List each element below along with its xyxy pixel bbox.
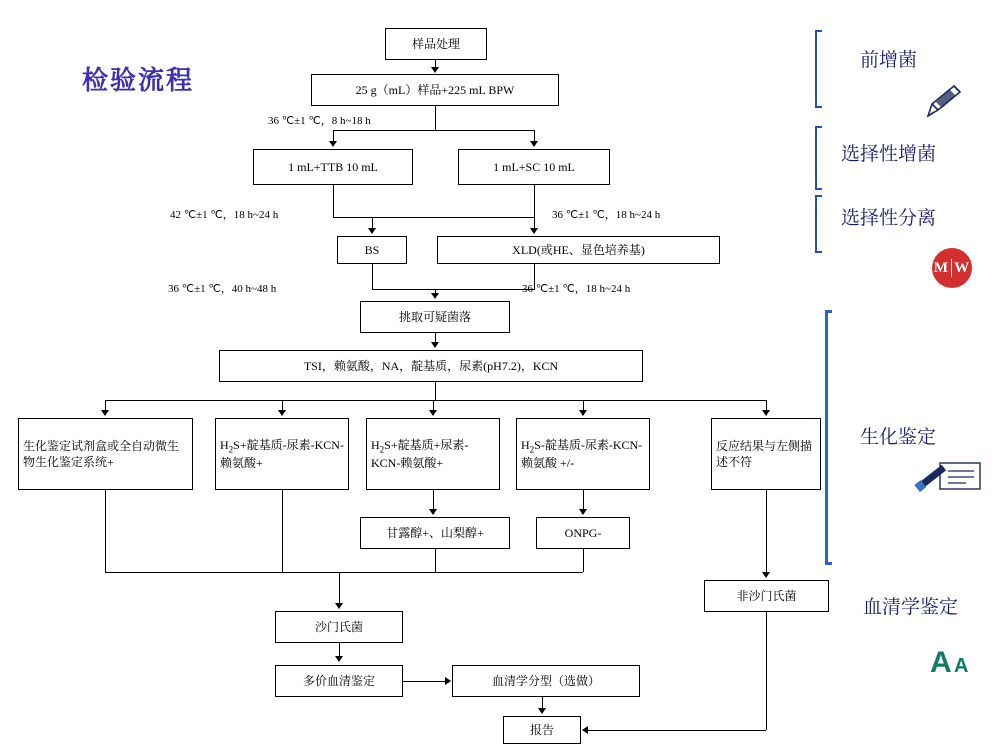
node-sc[interactable]: 1 mL+SC 10 mL — [458, 149, 610, 185]
arrow-icon — [762, 572, 770, 578]
arrow-icon — [101, 410, 109, 416]
connector — [435, 382, 436, 400]
condition-bpw: 36 ℃±1 ℃，8 h~18 h — [268, 115, 371, 127]
node-polyvalent[interactable]: 多价血清鉴定 — [275, 665, 403, 697]
arrow-icon — [335, 656, 343, 662]
connector — [105, 490, 106, 572]
svg-text:A: A — [954, 655, 969, 677]
node-serotyping[interactable]: 血清学分型（选做） — [452, 665, 640, 697]
arrow-icon — [278, 410, 286, 416]
node-onpg[interactable]: ONPG- — [536, 517, 630, 549]
node-mannitol[interactable]: 甘露醇+、山梨醇+ — [360, 517, 510, 549]
connector — [372, 289, 535, 290]
mw-logo-icon: M W — [932, 248, 972, 288]
condition-sc: 36 ℃±1 ℃，18 h~24 h — [552, 209, 661, 221]
arrow-icon — [429, 410, 437, 416]
arrow-icon — [431, 342, 439, 348]
arrow-icon — [538, 708, 546, 714]
node-kit-system[interactable]: 生化鉴定试剂盒或全自动微生物生化鉴定系统+ — [18, 418, 193, 490]
arrow-icon — [762, 410, 770, 416]
pen-icon — [920, 82, 968, 127]
connector — [282, 490, 283, 572]
connector — [403, 681, 445, 682]
svg-text:A: A — [930, 646, 952, 679]
condition-ttb: 42 ℃±1 ℃，18 h~24 h — [170, 209, 279, 221]
connector — [534, 185, 535, 217]
stage-label-4: 生化鉴定 — [860, 427, 937, 448]
node-pick-colony[interactable]: 挑取可疑菌落 — [360, 301, 510, 333]
node-profile-3[interactable]: $H_2S-$靛基质-尿素-KCN-赖氨酸 +/- — [516, 418, 650, 490]
connector — [588, 730, 766, 731]
arrow-icon — [329, 141, 337, 147]
node-salmonella[interactable]: 沙门氏菌 — [275, 611, 403, 643]
connector — [766, 612, 767, 730]
connector — [333, 217, 535, 218]
stage-label-5: 血清学鉴定 — [863, 597, 959, 618]
connector — [333, 130, 535, 131]
brush-icon — [914, 455, 984, 502]
arrow-icon — [431, 67, 439, 73]
connector — [339, 643, 340, 657]
stage-label-3: 选择性分离 — [841, 208, 937, 229]
node-biochem-panel[interactable]: TSI，赖氨酸，NA，靛基质，尿素(pH7.2)，KCN — [219, 350, 643, 382]
arrow-icon — [431, 293, 439, 299]
stage-bracket-3 — [815, 195, 822, 253]
arrow-icon — [530, 228, 538, 234]
connector — [435, 106, 436, 130]
arrow-icon — [579, 509, 587, 515]
node-ttb[interactable]: 1 mL+TTB 10 mL — [253, 149, 413, 185]
connector — [583, 549, 584, 572]
logo-divider — [951, 259, 952, 277]
connector — [766, 490, 767, 572]
connector — [339, 572, 340, 604]
arrow-icon — [530, 141, 538, 147]
arrow-icon — [582, 726, 588, 734]
connector — [435, 549, 436, 572]
node-sample-prep[interactable]: 样品处理 — [385, 28, 487, 60]
node-xld[interactable]: XLD(或HE、显色培养基) — [437, 236, 720, 264]
node-non-salmonella[interactable]: 非沙门氏菌 — [704, 580, 829, 612]
stage-bracket-1 — [815, 30, 822, 108]
arrow-icon — [368, 228, 376, 234]
arrow-icon — [445, 677, 451, 685]
arrow-icon — [579, 410, 587, 416]
node-mismatch[interactable]: 反应结果与左侧描述不符 — [711, 418, 821, 490]
condition-xld: 36 ℃±1 ℃，18 h~24 h — [522, 283, 631, 295]
arrow-icon — [335, 603, 343, 609]
stage-label-1: 前增菌 — [860, 50, 918, 71]
connector — [105, 572, 583, 573]
arrow-icon — [429, 509, 437, 515]
condition-bs: 36 ℃±1 ℃，40 h~48 h — [168, 283, 277, 295]
page-title: 检验流程 — [82, 66, 195, 95]
node-profile-1[interactable]: $H_2S+$靛基质-尿素-KCN-赖氨酸+ — [215, 418, 349, 490]
stage-bracket-2 — [815, 126, 822, 190]
connector — [372, 264, 373, 289]
node-profile-2[interactable]: $H_2S+$靛基质+尿素-KCN-赖氨酸+ — [366, 418, 500, 490]
connector — [333, 185, 334, 217]
stage-bracket-4 — [825, 310, 832, 565]
stage-label-2: 选择性增菌 — [841, 144, 937, 165]
node-bpw[interactable]: 25 g（mL）样品+225 mL BPW — [311, 74, 559, 106]
aa-font-icon — [930, 645, 982, 686]
node-bs[interactable]: BS — [337, 236, 407, 264]
node-report[interactable]: 报告 — [503, 716, 581, 744]
connector — [105, 400, 766, 401]
connector — [583, 490, 584, 510]
connector — [433, 490, 434, 510]
